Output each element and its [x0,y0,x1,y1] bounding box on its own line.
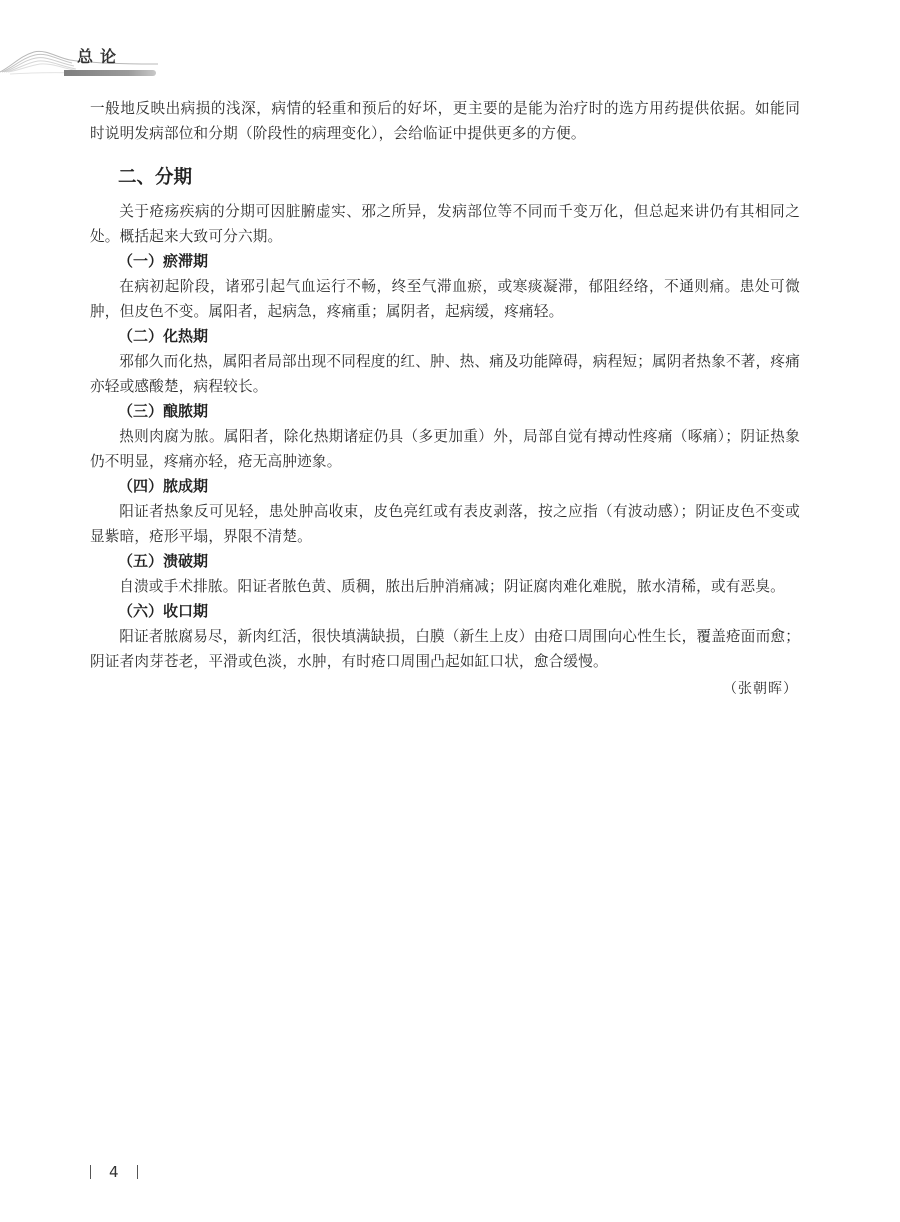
page-content [90,96,800,702]
header-rule [64,70,156,76]
stage-title-2: （二）化热期 [118,327,209,345]
stage-text-5: 自溃或手术排脓。阳证者脓色黄、质稠，脓出后肿消痛减；阴证腐肉难化难脱，脓水清稀，或有恶臭。 [119,578,785,595]
intro-paragraph: 一般地反映出病损的浅深，病情的轻重和预后的好坏，更主要的是能为治疗时的选方用药提供依据。如能同时说明发病部位和分期（阶段性的病理变化），会给临证中提供更多的方便。 [90,100,800,142]
stage-text-1: 在病初起阶段，诸邪引起气血运行不畅，终至气滞血瘀，或寒痰凝滞，郁阻经络，不通则痛。患处可微肿，但皮色不变。属阳者，起病急，疼痛重；属阴者，起病缓，疼痛轻。 [90,278,800,320]
page-header [0,30,900,90]
footer-divider-right [137,1165,138,1179]
section-intro: 关于疮疡疾病的分期可因脏腑虚实、邪之所异，发病部位等不同而千变万化，但总起来讲仍有其相同之处。概括起来大致可分六期。 [90,203,800,245]
stage-text-6: 阳证者脓腐易尽，新肉红活，很快填满缺损，白膜（新生上皮）由疮口周围向心性生长，覆盖疮面而愈；阴证者肉芽苍老，平滑或色淡，水肿，有时疮口周围凸起如缸口状，愈合缓慢。 [90,628,800,670]
stage-title-3: （三）酿脓期 [118,402,209,420]
footer-divider-left [90,1165,91,1179]
page-number: 4 [109,1163,119,1181]
stage-title-1: （一）瘀滞期 [118,252,209,270]
author-signature: （张朝晖） [723,681,798,697]
stage-title-4: （四）脓成期 [118,477,209,495]
stage-title-6: （六）收口期 [118,602,209,620]
stage-text-3: 热则肉腐为脓。属阳者，除化热期诸症仍具（多更加重）外，局部自觉有搏动性疼痛（啄痛）；阴证热象仍不明显，疼痛亦轻，疮无高肿迹象。 [90,428,800,470]
stage-title-5: （五）溃破期 [118,552,209,570]
stage-text-2: 邪郁久而化热，属阳者局部出现不同程度的红、肿、热、痛及功能障碍，病程短；属阴者热象不著，疼痛亦轻或感酸楚，病程较长。 [90,353,800,395]
stage-text-4: 阳证者热象反可见轻，患处肿高收束，皮色亮红或有表皮剥落，按之应指（有波动感）；阴证皮色不变或显紫暗，疮形平塌，界限不清楚。 [90,503,800,545]
page-footer [90,1160,138,1184]
chapter-title: 总论 [77,47,124,66]
section-title: 二、分期 [118,167,193,188]
